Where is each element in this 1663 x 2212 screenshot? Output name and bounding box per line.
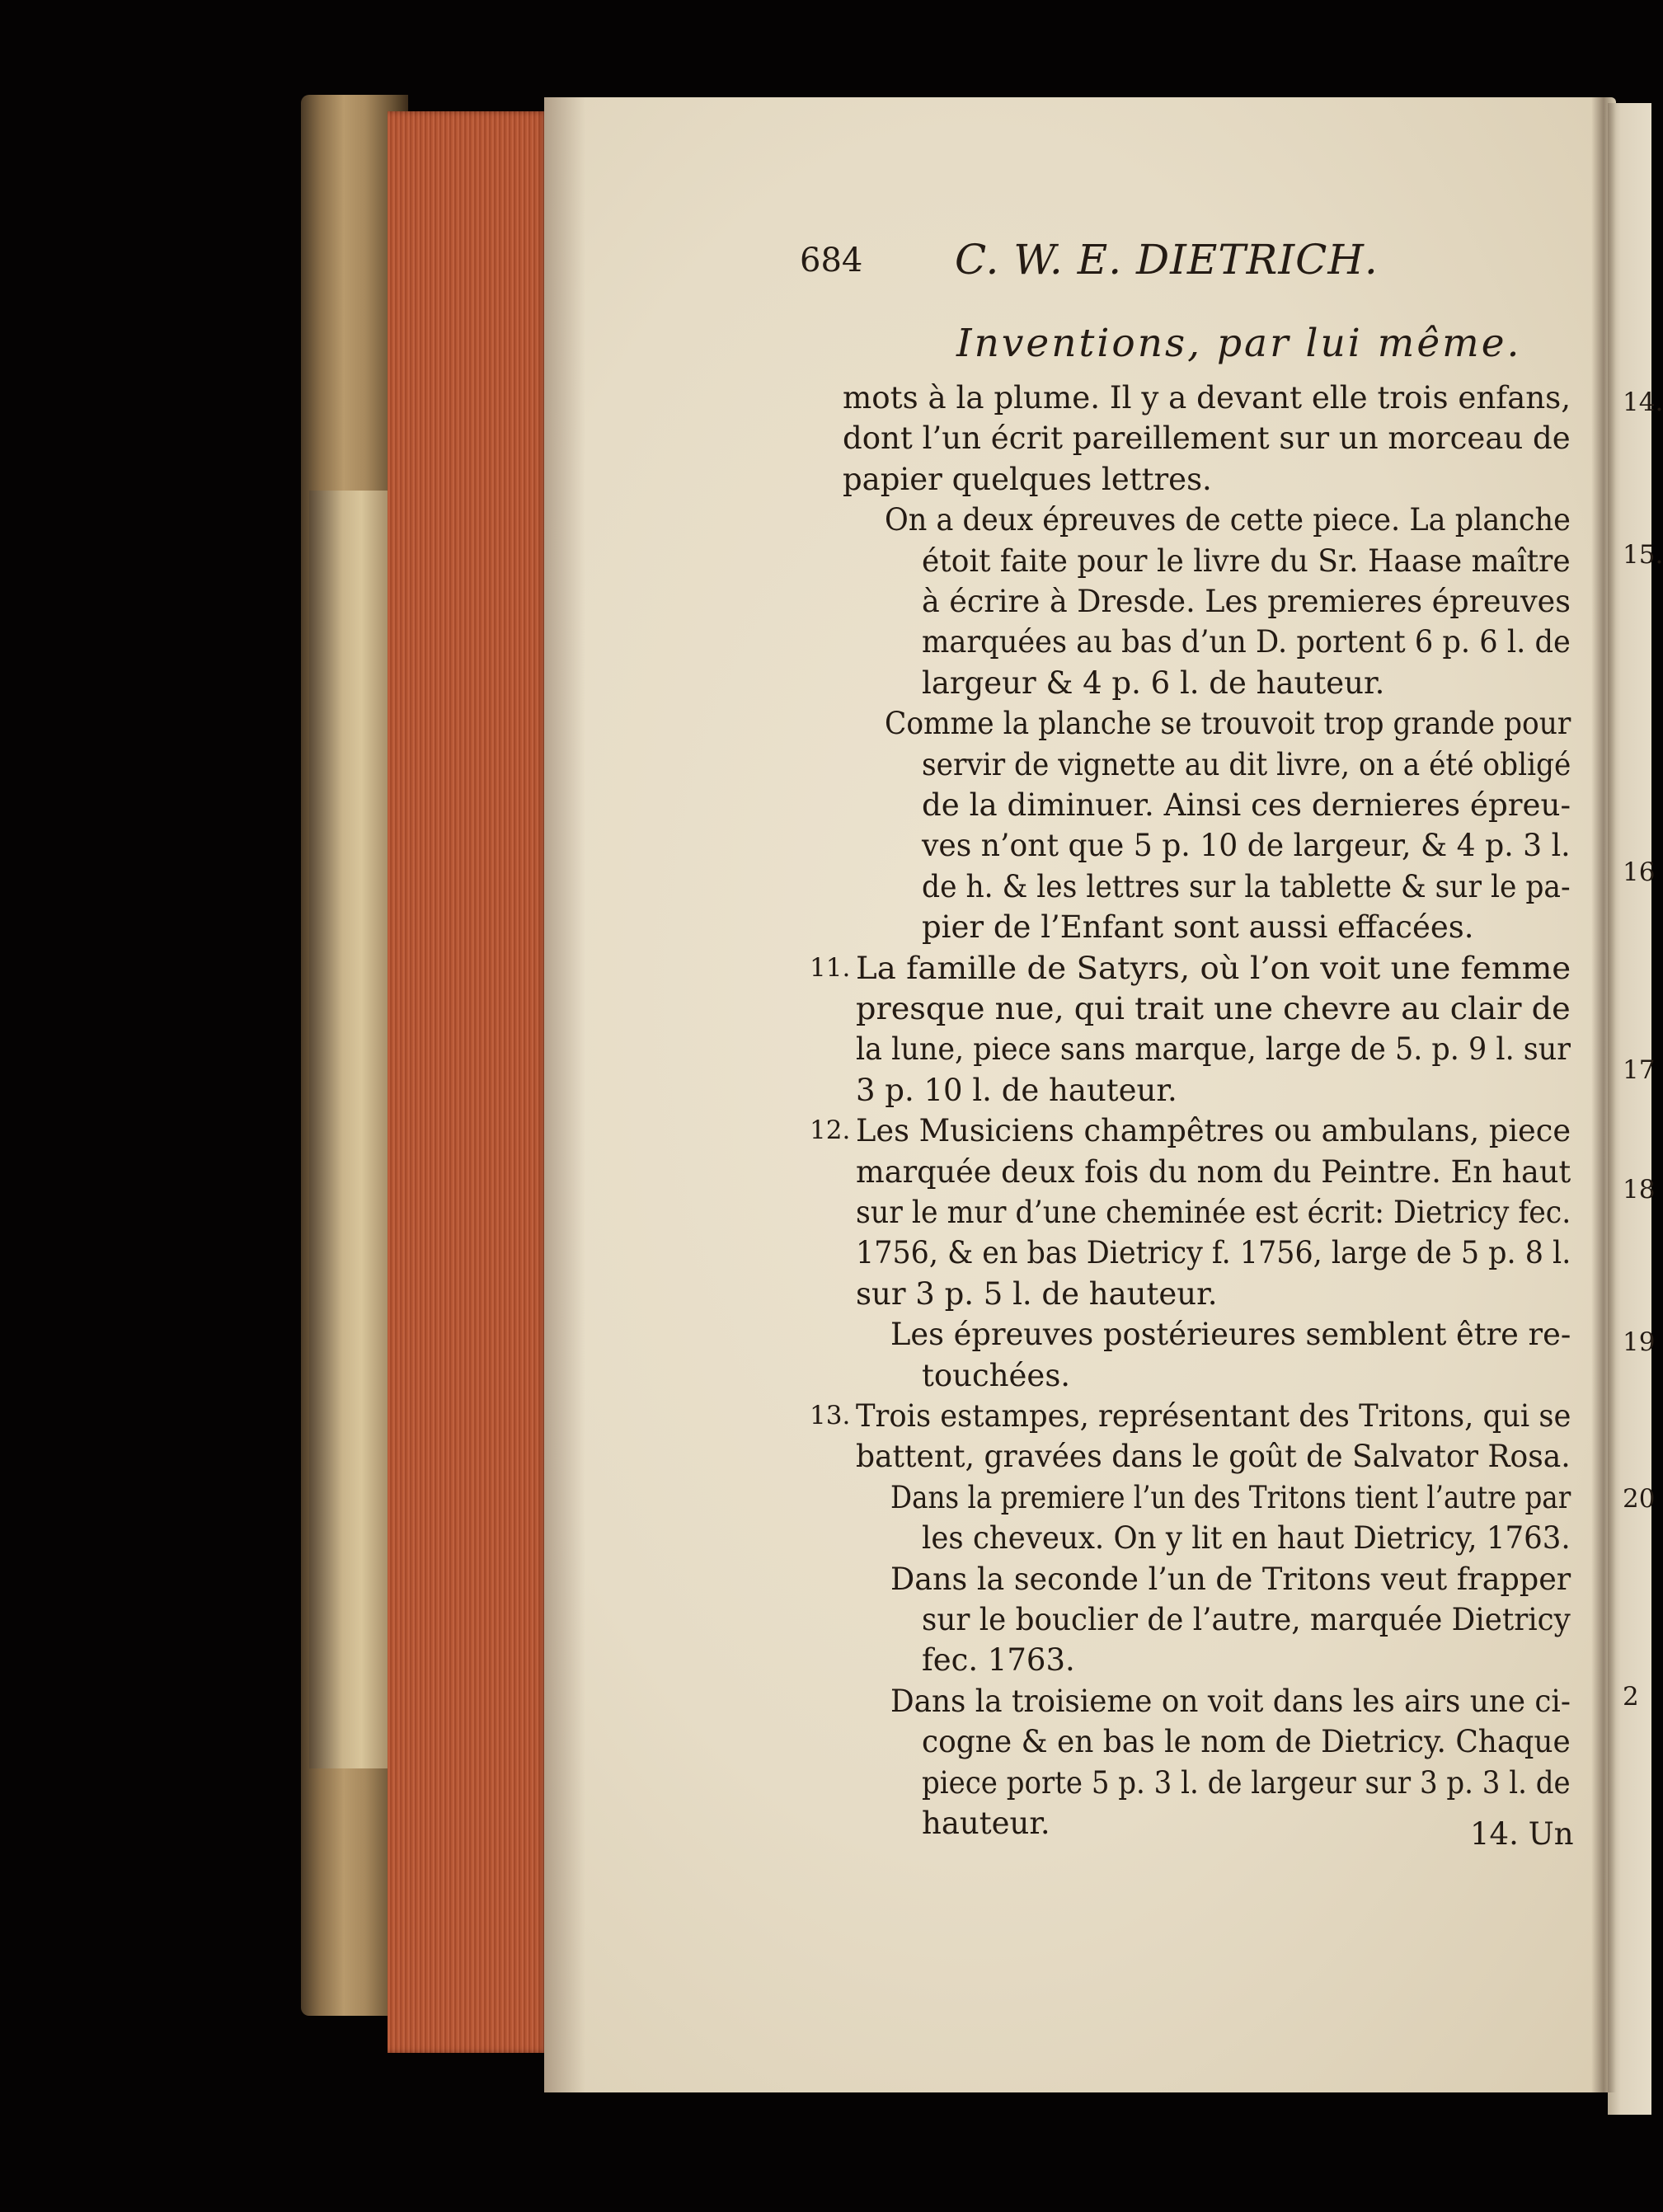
text-line: servir de vignette au dit livre, on a été obligé (922, 746, 1571, 782)
text-line: sur le mur d’une cheminée est écrit: Dietricy fec. (856, 1195, 1571, 1230)
text-line: La famille de Satyrs, où l’on voit une femme (856, 950, 1571, 986)
text-line: cogne & en bas le nom de Dietricy. Chaque (922, 1724, 1571, 1760)
text-line: touchées. (922, 1357, 1071, 1393)
entry-number: 11. (810, 952, 851, 983)
text-line: fec. 1763. (922, 1642, 1075, 1679)
text-line: papier quelques lettres. (843, 461, 1212, 497)
text-line: dont l’un écrit pareillement sur un morceau de (843, 420, 1571, 457)
text-line: Dans la troisieme on voit dans les airs une ci- (890, 1683, 1571, 1719)
page-gutter (1591, 97, 1616, 2092)
text-line: Les Musiciens champêtres ou ambulans, piece (856, 1113, 1571, 1149)
text-line: de la diminuer. Ainsi ces dernieres épreu- (922, 787, 1571, 823)
text-line: battent, gravées dans le goût de Salvator Rosa. (856, 1439, 1571, 1475)
text-line: presque nue, qui trait une chevre au clair de (856, 991, 1571, 1026)
catchword: 14. Un (1470, 1816, 1574, 1852)
text-line: On a deux épreuves de cette piece. La planche (885, 502, 1571, 538)
margin-number: 17 (1623, 1055, 1656, 1085)
margin-number: 14. (1623, 387, 1663, 417)
entry-number: 12. (810, 1115, 851, 1146)
text-line: marquées au bas d’un D. portent 6 p. 6 l. de (922, 624, 1571, 660)
text-line: la lune, piece sans marque, large de 5. p. 9 l. sur (856, 1031, 1571, 1068)
text-line: mots à la plume. Il y a devant elle trois enfans, (843, 380, 1571, 416)
text-line: les cheveux. On y lit en haut Dietricy, 1763. (922, 1520, 1571, 1557)
text-line: ves n’ont que 5 p. 10 de largeur, & 4 p. 3 l. (922, 828, 1571, 864)
page-number: 684 (800, 242, 863, 279)
margin-number: 15. (1623, 540, 1663, 570)
text-line: pier de l’Enfant sont aussi effacées. (922, 909, 1474, 946)
margin-number: 18 (1623, 1175, 1656, 1205)
text-line: Dans la seconde l’un de Tritons veut frapper (890, 1561, 1571, 1597)
text-line: 1756, & en bas Dietricy f. 1756, large de 5 p. 8 l. (856, 1235, 1571, 1271)
text-line: Dans la premiere l’un des Tritons tient l’autre par (890, 1479, 1571, 1515)
text-line: à écrire à Dresde. Les premieres épreuves (922, 584, 1571, 619)
margin-number: 19 (1623, 1327, 1656, 1357)
margin-number: 2 (1623, 1682, 1639, 1712)
page-shadow (544, 97, 585, 2092)
text-line: Trois estampes, représentant des Tritons, qui se (856, 1398, 1571, 1434)
text-line: Comme la planche se trouvoit trop grande pour (885, 706, 1571, 742)
page-edges (388, 111, 548, 2053)
text-line: de h. & les lettres sur la tablette & sur le pa- (922, 868, 1571, 904)
text-line: sur 3 p. 5 l. de hauteur. (856, 1275, 1218, 1312)
text-line: étoit faite pour le livre du Sr. Haase maître (922, 542, 1571, 579)
text-line: Les épreuves postérieures semblent être re- (890, 1317, 1571, 1353)
section-subtitle: Inventions, par lui même. (956, 321, 1522, 366)
running-title: C. W. E. DIETRICH. (955, 236, 1379, 284)
margin-number: 16 (1623, 857, 1656, 887)
entry-number: 13. (810, 1401, 851, 1430)
text-line: 3 p. 10 l. de hauteur. (856, 1072, 1177, 1108)
text-line: piece porte 5 p. 3 l. de largeur sur 3 p. 3 l. de (922, 1764, 1571, 1801)
text-line: hauteur. (922, 1806, 1050, 1841)
text-line: marquée deux fois du nom du Peintre. En haut (856, 1153, 1571, 1190)
text-line: sur le bouclier de l’autre, marquée Dietricy (922, 1602, 1571, 1637)
text-line: largeur & 4 p. 6 l. de hauteur. (922, 665, 1385, 701)
margin-number: 20 (1623, 1484, 1656, 1514)
